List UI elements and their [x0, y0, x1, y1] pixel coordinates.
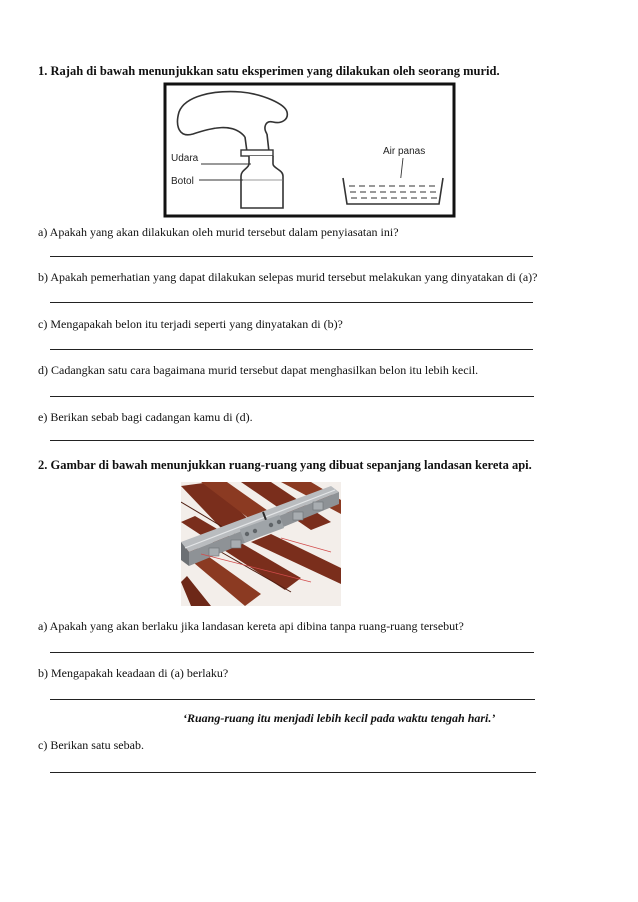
question-1d: d) Cadangkan satu cara bagaimana murid tersebut dapat menghasilkan belon itu lebih kecil. [38, 363, 479, 377]
question-1e: e) Berikan sebab bagi cadangan kamu di (d). [38, 410, 253, 424]
question-1c: c) Mengapakah belon itu terjadi seperti yang dinyatakan di (b)? [38, 317, 343, 331]
statement-quote: ‘Ruang-ruang itu menjadi lebih kecil pada waktu tengah hari.’ [183, 711, 496, 725]
label-air-panas: Air panas [383, 146, 426, 157]
answer-line-1a[interactable] [50, 256, 533, 257]
answer-line-1c[interactable] [50, 349, 533, 350]
answer-line-2c[interactable] [50, 772, 536, 773]
answer-line-1e[interactable] [50, 440, 534, 441]
question-2c: c) Berikan satu sebab. [38, 738, 144, 752]
label-udara: Udara [171, 153, 199, 164]
railway-track-photo [181, 482, 341, 606]
answer-line-1d[interactable] [50, 396, 534, 397]
answer-line-2b[interactable] [50, 699, 535, 700]
question-2b: b) Mengapakah keadaan di (a) berlaku? [38, 666, 229, 680]
question-1a: a) Apakah yang akan dilakukan oleh murid tersebut dalam penyiasatan ini? [38, 225, 399, 239]
question-1-heading: 1. Rajah di bawah menunjukkan satu eksperimen yang dilakukan oleh seorang murid. [38, 64, 500, 78]
answer-line-2a[interactable] [50, 652, 534, 653]
answer-line-1b[interactable] [50, 302, 533, 303]
balloon-experiment-figure [163, 82, 456, 218]
basin-outline [343, 178, 443, 204]
label-botol: Botol [171, 176, 194, 187]
question-1b: b) Apakah pemerhatian yang dapat dilakukan selepas murid tersebut melakukan yang dinyatakan di (a)? [38, 270, 538, 284]
question-2-heading: 2. Gambar di bawah menunjukkan ruang-ruang yang dibuat sepanjang landasan kereta api. [38, 458, 532, 472]
question-2a: a) Apakah yang akan berlaku jika landasan kereta api dibina tanpa ruang-ruang tersebut? [38, 619, 464, 633]
